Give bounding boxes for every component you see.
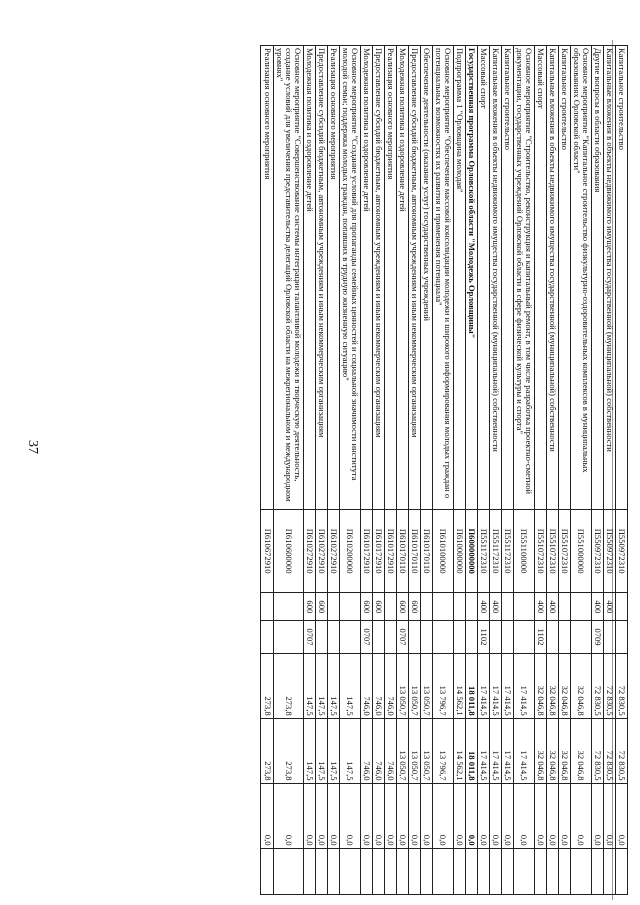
row-name-cell: Основное мероприятие "Создание условий для пропаганды семейных ценностей и социальной значимости института молодой семьи; поддержка молодых граждан, попавших в трудную жизненную ситуацию" <box>339 46 360 510</box>
amount-federal-cell: 0,0 <box>489 783 501 848</box>
amount-total-cell: 32 046,8 <box>558 653 570 718</box>
section-code-cell: 0707 <box>396 621 408 653</box>
section-code-cell <box>339 621 360 653</box>
amount-regional-cell: 17 414,5 <box>477 718 489 783</box>
amount-total-cell: 273,8 <box>273 653 303 718</box>
amount-federal-cell: 0,0 <box>420 783 432 848</box>
section-code-cell: 0707 <box>360 621 372 653</box>
table-row <box>570 46 591 895</box>
table-row <box>408 46 420 895</box>
amount-regional-cell: 17 414,5 <box>513 718 534 783</box>
amount-extra-cell <box>477 848 489 894</box>
row-name-cell: Капитальное строительство <box>558 46 570 510</box>
expense-type-cell: 400 <box>591 593 603 621</box>
table-row <box>489 46 501 895</box>
table-row <box>273 46 303 895</box>
amount-extra-cell <box>384 848 396 894</box>
expense-type-cell: 400 <box>477 593 489 621</box>
expense-type-cell <box>273 593 303 621</box>
target-article-code-cell: П610000000 <box>453 509 465 593</box>
row-name-cell: Массовый спорт <box>477 46 489 510</box>
section-code-cell <box>273 621 303 653</box>
expense-type-cell: 400 <box>603 593 615 621</box>
section-code-cell <box>432 621 453 653</box>
target-article-code-cell: П551072310 <box>558 509 570 593</box>
table-row <box>453 46 465 895</box>
expense-type-cell: 400 <box>546 593 558 621</box>
amount-extra-cell <box>360 848 372 894</box>
table-row <box>513 46 534 895</box>
target-article-code-cell: П610172910 <box>360 509 372 593</box>
expense-type-cell <box>384 593 396 621</box>
row-name-cell: Капитальные вложения в объекты недвижимого имущества государственной (муниципальной) собственности <box>546 46 558 510</box>
row-name-cell: Предоставление субсидий бюджетным, автономным учреждениям и иным некоммерческим организациям <box>408 46 420 510</box>
target-article-code-cell: П551072310 <box>546 509 558 593</box>
target-article-code-cell: П610272910 <box>327 509 339 593</box>
amount-extra-cell <box>570 848 591 894</box>
amount-extra-cell <box>303 848 315 894</box>
target-article-code-cell: П610172910 <box>372 509 384 593</box>
amount-extra-cell <box>453 848 465 894</box>
row-name-cell: Молодежная политика и оздоровление детей <box>396 46 408 510</box>
amount-federal-cell: 0,0 <box>558 783 570 848</box>
amount-federal-cell: 0,0 <box>591 783 603 848</box>
expense-type-cell: 600 <box>303 593 315 621</box>
amount-extra-cell <box>372 848 384 894</box>
amount-federal-cell: 0,0 <box>534 783 546 848</box>
amount-regional-cell: 147,5 <box>339 718 360 783</box>
amount-federal-cell: 0,0 <box>339 783 360 848</box>
amount-regional-cell: 13 050,7 <box>396 718 408 783</box>
row-name-cell: Основное мероприятие "Капитальное строительство физкультурно-оздоровительных комплексов в муниципальных образованиях Орловской области" <box>570 46 591 510</box>
amount-extra-cell <box>501 848 513 894</box>
amount-regional-cell: 746,0 <box>372 718 384 783</box>
row-name-cell: Государственная программа Орловской области "Молодежь Орловщины" <box>465 46 477 510</box>
amount-total-cell: 72 830,5 <box>591 653 603 718</box>
expense-type-cell: 600 <box>408 593 420 621</box>
section-code-cell <box>384 621 396 653</box>
table-row <box>558 46 570 895</box>
target-article-code-cell: П551100000 <box>513 509 534 593</box>
amount-federal-cell: 0,0 <box>327 783 339 848</box>
section-code-cell <box>465 621 477 653</box>
expense-type-cell <box>465 593 477 621</box>
expense-type-cell: 400 <box>489 593 501 621</box>
target-article-code-cell: П551172310 <box>477 509 489 593</box>
amount-extra-cell <box>546 848 558 894</box>
amount-extra-cell <box>420 848 432 894</box>
amount-regional-cell: 273,8 <box>261 718 273 783</box>
amount-extra-cell <box>273 848 303 894</box>
amount-regional-cell: 13 050,7 <box>408 718 420 783</box>
table-row <box>603 46 615 895</box>
amount-total-cell: 746,0 <box>384 653 396 718</box>
row-name-cell: Молодежная политика и оздоровление детей <box>303 46 315 510</box>
target-article-code-cell: П550972310 <box>615 509 627 593</box>
table-row <box>315 46 327 895</box>
section-code-cell <box>453 621 465 653</box>
expense-type-cell <box>513 593 534 621</box>
expense-type-cell <box>261 593 273 621</box>
table-row <box>384 46 396 895</box>
amount-total-cell: 32 046,8 <box>546 653 558 718</box>
expense-type-cell <box>339 593 360 621</box>
target-article-code-cell: П550972310 <box>591 509 603 593</box>
page-number: 37 <box>25 440 40 454</box>
target-article-code-cell: П550972310 <box>603 509 615 593</box>
amount-federal-cell: 0,0 <box>372 783 384 848</box>
target-article-code-cell: П610170110 <box>396 509 408 593</box>
table-row <box>477 46 489 895</box>
table-row <box>303 46 315 895</box>
table-row <box>327 46 339 895</box>
amount-extra-cell <box>339 848 360 894</box>
amount-federal-cell: 0,0 <box>603 783 615 848</box>
target-article-code-cell: П610272910 <box>303 509 315 593</box>
amount-federal-cell: 0,0 <box>396 783 408 848</box>
amount-federal-cell: 0,0 <box>273 783 303 848</box>
amount-regional-cell: 72 830,5 <box>591 718 603 783</box>
expense-type-cell <box>501 593 513 621</box>
rotated-table-block <box>261 45 629 895</box>
amount-regional-cell: 147,5 <box>327 718 339 783</box>
expense-type-cell <box>615 593 627 621</box>
amount-federal-cell: 0,0 <box>513 783 534 848</box>
section-code-cell <box>615 621 627 653</box>
amount-federal-cell: 0,0 <box>432 783 453 848</box>
table-row <box>534 46 546 895</box>
row-name-cell: Массовый спорт <box>534 46 546 510</box>
amount-total-cell: 147,5 <box>339 653 360 718</box>
amount-regional-cell: 72 830,5 <box>615 718 627 783</box>
expense-type-cell: 600 <box>315 593 327 621</box>
amount-extra-cell <box>315 848 327 894</box>
row-name-cell: Капитальные вложения в объекты недвижимого имущества государственной (муниципальной) собственности <box>489 46 501 510</box>
section-code-cell <box>420 621 432 653</box>
amount-regional-cell: 13 050,7 <box>420 718 432 783</box>
section-code-cell: 0707 <box>303 621 315 653</box>
table-row <box>546 46 558 895</box>
section-code-cell <box>327 621 339 653</box>
amount-total-cell: 13 796,7 <box>432 653 453 718</box>
table-row <box>501 46 513 895</box>
amount-regional-cell: 14 562,1 <box>453 718 465 783</box>
section-code-cell <box>603 621 615 653</box>
amount-federal-cell: 0,0 <box>360 783 372 848</box>
amount-extra-cell <box>591 848 603 894</box>
amount-total-cell: 147,5 <box>315 653 327 718</box>
amount-regional-cell: 32 046,8 <box>546 718 558 783</box>
section-code-cell <box>513 621 534 653</box>
amount-total-cell: 13 050,7 <box>420 653 432 718</box>
target-article-code-cell: П610100000 <box>432 509 453 593</box>
section-code-cell <box>372 621 384 653</box>
table-row <box>615 46 627 895</box>
amount-regional-cell: 72 830,5 <box>603 718 615 783</box>
amount-federal-cell: 0,0 <box>477 783 489 848</box>
section-code-cell <box>501 621 513 653</box>
target-article-code-cell: П610172910 <box>384 509 396 593</box>
amount-total-cell: 17 414,5 <box>477 653 489 718</box>
section-code-cell: 1102 <box>477 621 489 653</box>
amount-extra-cell <box>465 848 477 894</box>
table-row <box>360 46 372 895</box>
amount-regional-cell: 147,5 <box>303 718 315 783</box>
section-code-cell <box>558 621 570 653</box>
amount-regional-cell: 13 796,7 <box>432 718 453 783</box>
amount-extra-cell <box>408 848 420 894</box>
section-code-cell <box>489 621 501 653</box>
amount-extra-cell <box>261 848 273 894</box>
amount-regional-cell: 746,0 <box>360 718 372 783</box>
row-name-cell: Обеспечение деятельности (оказание услуг) государственных учреждений <box>420 46 432 510</box>
expense-type-cell: 600 <box>396 593 408 621</box>
amount-total-cell: 18 011,8 <box>465 653 477 718</box>
amount-federal-cell: 0,0 <box>315 783 327 848</box>
amount-regional-cell: 147,5 <box>315 718 327 783</box>
amount-federal-cell: 0,0 <box>408 783 420 848</box>
target-article-code-cell: П610170110 <box>420 509 432 593</box>
target-article-code-cell: П551172310 <box>489 509 501 593</box>
amount-federal-cell: 0,0 <box>453 783 465 848</box>
expense-type-cell <box>453 593 465 621</box>
amount-total-cell: 17 414,5 <box>513 653 534 718</box>
amount-total-cell: 17 414,5 <box>501 653 513 718</box>
table-row <box>372 46 384 895</box>
table-row <box>420 46 432 895</box>
row-name-cell: Реализация основного мероприятия <box>327 46 339 510</box>
target-article-code-cell: П600000000 <box>465 509 477 593</box>
amount-extra-cell <box>558 848 570 894</box>
amount-regional-cell: 32 046,8 <box>570 718 591 783</box>
amount-extra-cell <box>615 848 627 894</box>
row-name-cell: Реализация основного мероприятия <box>261 46 273 510</box>
row-name-cell: Предоставление субсидий бюджетным, автономным учреждениям и иным некоммерческим организациям <box>315 46 327 510</box>
amount-regional-cell: 32 046,8 <box>558 718 570 783</box>
amount-federal-cell: 0,0 <box>570 783 591 848</box>
table-row <box>465 46 477 895</box>
expense-type-cell <box>327 593 339 621</box>
section-code-cell <box>315 621 327 653</box>
expense-type-cell: 600 <box>372 593 384 621</box>
table-row <box>432 46 453 895</box>
section-code-cell <box>546 621 558 653</box>
amount-federal-cell: 0,0 <box>261 783 273 848</box>
budget-table-body <box>261 46 628 895</box>
expense-type-cell <box>570 593 591 621</box>
target-article-code-cell: П610272910 <box>315 509 327 593</box>
row-name-cell: Реализация основного мероприятия <box>384 46 396 510</box>
amount-extra-cell <box>432 848 453 894</box>
section-code-cell <box>408 621 420 653</box>
amount-total-cell: 17 414,5 <box>489 653 501 718</box>
amount-total-cell: 72 830,5 <box>603 653 615 718</box>
row-name-cell: Основное мероприятие "Совершенствование системы интеграции талантливой молодежи в творческую деятельность, создание условий для увеличения представительства делегаций Орловской области на межрегиональном и международном уровнях" <box>273 46 303 510</box>
amount-federal-cell: 0,0 <box>465 783 477 848</box>
table-row <box>396 46 408 895</box>
target-article-code-cell: П551172310 <box>501 509 513 593</box>
row-name-cell: Подпрограмма 1 "Орловщина молодая" <box>453 46 465 510</box>
amount-extra-cell <box>513 848 534 894</box>
amount-regional-cell: 17 414,5 <box>489 718 501 783</box>
section-code-cell: 0709 <box>591 621 603 653</box>
row-name-cell: Капитальное строительство <box>501 46 513 510</box>
amount-total-cell: 32 046,8 <box>534 653 546 718</box>
amount-total-cell: 147,5 <box>303 653 315 718</box>
section-code-cell: 1102 <box>534 621 546 653</box>
amount-total-cell: 147,5 <box>327 653 339 718</box>
amount-extra-cell <box>603 848 615 894</box>
target-article-code-cell: П610170110 <box>408 509 420 593</box>
amount-federal-cell: 0,0 <box>615 783 627 848</box>
target-article-code-cell: П610600000 <box>273 509 303 593</box>
table-row <box>261 46 273 895</box>
expense-type-cell <box>420 593 432 621</box>
row-name-cell: Основное мероприятие "Строительство, реконструкция и капитальный ремонт, в том числе разработка проектно-сметной документации, государственных учреждений Орловской области в сфере физической культуры и спорта" <box>513 46 534 510</box>
amount-federal-cell: 0,0 <box>501 783 513 848</box>
section-code-cell <box>570 621 591 653</box>
amount-total-cell: 14 562,1 <box>453 653 465 718</box>
amount-regional-cell: 18 011,8 <box>465 718 477 783</box>
target-article-code-cell: П551000000 <box>570 509 591 593</box>
budget-table <box>261 45 629 895</box>
row-name-cell: Основное мероприятие "Обеспечение массовой консолидации молодежи и широкого информирования молодых граждан о потенциальных возможностях их развития и применения потенциала" <box>432 46 453 510</box>
amount-extra-cell <box>327 848 339 894</box>
amount-federal-cell: 0,0 <box>303 783 315 848</box>
amount-federal-cell: 0,0 <box>384 783 396 848</box>
amount-regional-cell: 273,8 <box>273 718 303 783</box>
expense-type-cell: 400 <box>534 593 546 621</box>
row-name-cell: Другие вопросы в области образования <box>591 46 603 510</box>
target-article-code-cell: П551072310 <box>534 509 546 593</box>
target-article-code-cell: П610672910 <box>261 509 273 593</box>
amount-total-cell: 13 050,7 <box>396 653 408 718</box>
amount-total-cell: 273,8 <box>261 653 273 718</box>
section-code-cell <box>261 621 273 653</box>
amount-extra-cell <box>534 848 546 894</box>
amount-total-cell: 13 050,7 <box>408 653 420 718</box>
amount-total-cell: 32 046,8 <box>570 653 591 718</box>
table-row <box>591 46 603 895</box>
amount-total-cell: 72 830,5 <box>615 653 627 718</box>
row-name-cell: Молодежная политика и оздоровление детей <box>360 46 372 510</box>
row-name-cell: Капитальное строительство <box>615 46 627 510</box>
amount-extra-cell <box>489 848 501 894</box>
table-row <box>339 46 360 895</box>
amount-federal-cell: 0,0 <box>546 783 558 848</box>
amount-regional-cell: 746,0 <box>384 718 396 783</box>
amount-extra-cell <box>396 848 408 894</box>
amount-total-cell: 746,0 <box>372 653 384 718</box>
amount-regional-cell: 32 046,8 <box>534 718 546 783</box>
expense-type-cell <box>558 593 570 621</box>
target-article-code-cell: П610200000 <box>339 509 360 593</box>
amount-total-cell: 746,0 <box>360 653 372 718</box>
row-name-cell: Капитальные вложения в объекты недвижимого имущества государственной (муниципальной) собственности <box>603 46 615 510</box>
expense-type-cell: 600 <box>360 593 372 621</box>
expense-type-cell <box>432 593 453 621</box>
amount-regional-cell: 17 414,5 <box>501 718 513 783</box>
row-name-cell: Предоставление субсидий бюджетным, автономным учреждениям и иным некоммерческим организациям <box>372 46 384 510</box>
